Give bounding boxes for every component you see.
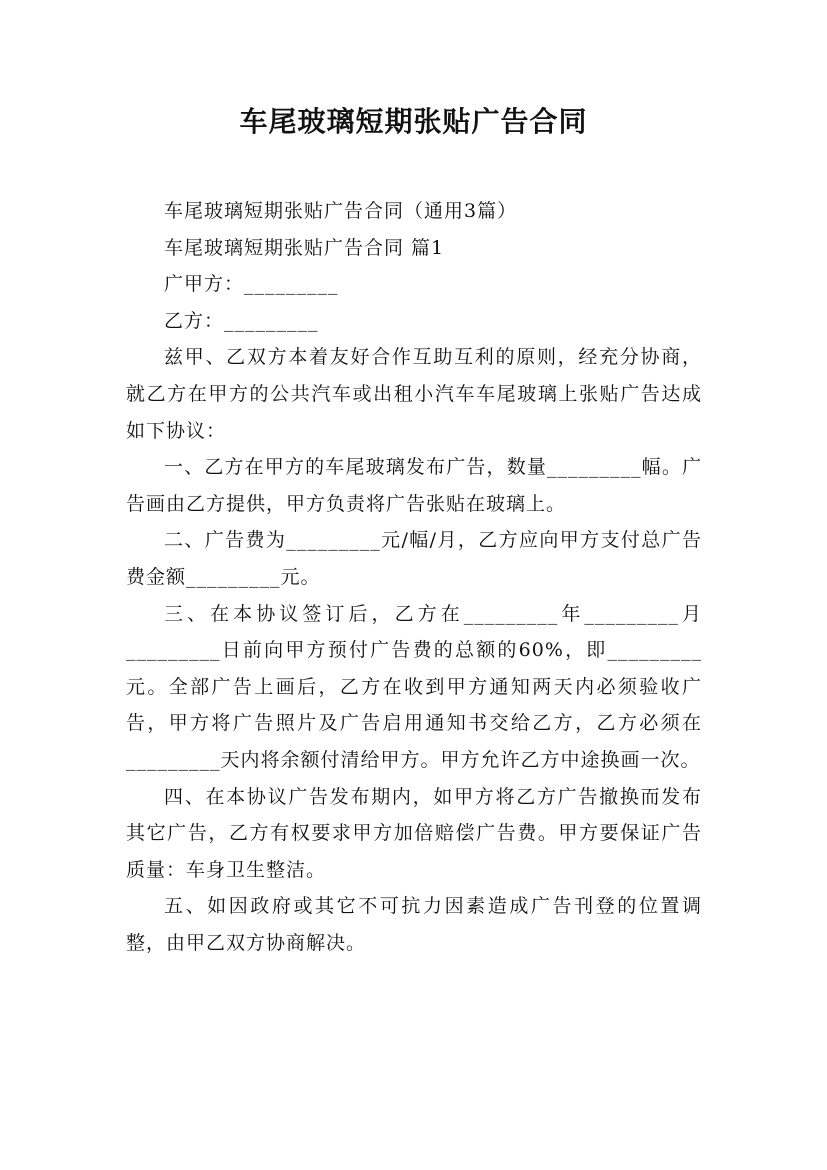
preamble-paragraph: 兹甲、乙双方本着友好合作互助互利的原则，经充分协商，就乙方在甲方的公共汽车或出租小汽车车尾玻璃上张贴广告达成如下协议： [126,346,702,442]
clause-2: 二、广告费为_________元/幅/月，乙方应向甲方支付总广告费金额_________元。 [126,529,702,588]
clause-1: 一、乙方在甲方的车尾玻璃发布广告，数量_________幅。广告画由乙方提供，甲方负责将广告张贴在玻璃上。 [126,456,702,515]
section-heading: 车尾玻璃短期张贴广告合同 篇1 [164,236,445,259]
subtitle-paragraph: 车尾玻璃短期张贴广告合同（通用3篇） [164,200,518,222]
party-a-line: 广甲方：_________ [164,273,339,296]
document-title: 车尾玻璃短期张贴广告合同 [239,105,588,138]
clause-5: 五、如因政府或其它不可抗力因素造成广告刊登的位置调整，由甲乙双方协商解决。 [126,895,702,954]
document-body [126,193,702,961]
clause-3: 三、在本协议签订后，乙方在_________年_________月_________日前向甲方预付广告费的总额的60%，即_________元。全部广告上画后，乙方在收到甲方通知两天内必须验收广告，甲方将广告照片及广告启用通知书交给乙方，乙方必须在_________天内将余额付清给甲方。甲方允许乙方中途换画一次。 [126,602,702,771]
clause-4: 四、在本协议广告发布期内，如甲方将乙方广告撤换而发布其它广告，乙方有权要求甲方加倍赔偿广告费。甲方要保证广告质量：车身卫生整洁。 [126,785,702,881]
party-b-line: 乙方：_________ [164,309,319,332]
